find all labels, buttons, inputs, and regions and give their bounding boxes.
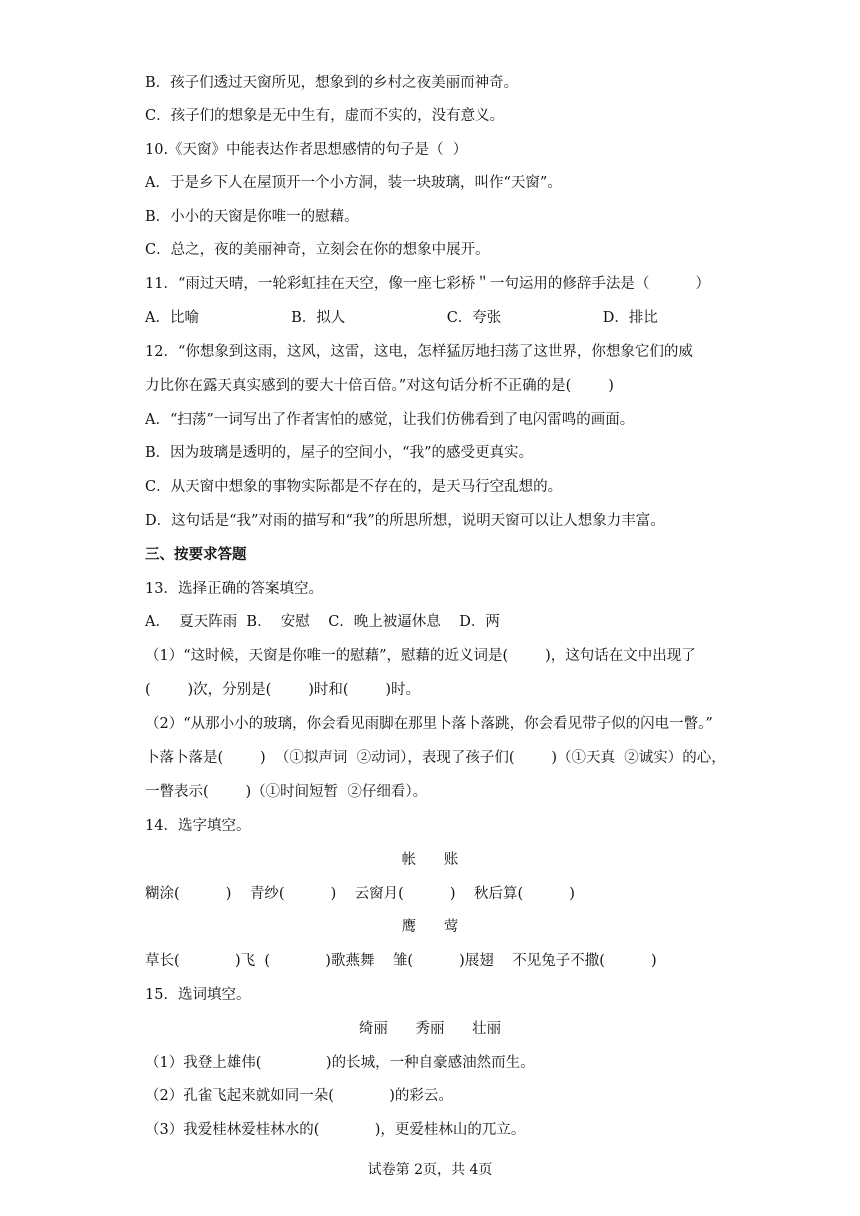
question-12-cont: 力比你在露天真实感到的要大十倍百倍。”对这句话分析不正确的是( )	[145, 378, 614, 394]
page-footer: 试卷第 2页，共 4页	[367, 1162, 493, 1178]
question-13: 13．选择正确的答案填空。	[145, 581, 323, 597]
option-line: A．“扫荡”一词写出了作者害怕的感觉，让我们仿佛看到了电闪雷鸣的画面。	[145, 412, 635, 428]
question-12: 12．“你想象到这雨，这风，这雷，这电，怎样猛厉地扫荡了这世界，你想象它们的威	[145, 344, 693, 360]
subquestion-line: 卜落卜落是( ) （①拟声词 ②动词），表现了孩子们( )（①天真 ②诚实）的心，	[145, 750, 726, 766]
subquestion-line: （2）“从那小小的玻璃，你会看见雨脚在那里卜落卜落跳，你会看见带子似的闪电一瞥。”	[145, 716, 713, 732]
option-line: C．总之，夜的美丽神奇，立刻会在你的想象中展开。	[145, 242, 490, 258]
subquestion-line: 一瞥表示( )（①时间短暂 ②仔细看）。	[145, 784, 428, 800]
option-line: A．比喻 B．拟人 C．夸张 D．排比	[145, 310, 658, 326]
question-14: 14．选字填空。	[145, 818, 251, 834]
question-11: 11．“雨过天晴，一轮彩虹挂在天空，像一座七彩桥＂一句运用的修辞手法是（ ）	[145, 276, 710, 292]
option-line: A． 夏天阵雨 B． 安慰 C．晚上被逼休息 D．两	[145, 614, 500, 630]
word-choices: 鹰 莺	[401, 919, 459, 935]
option-line: B．孩子们透过天窗所见，想象到的乡村之夜美丽而神奇。	[145, 75, 519, 91]
option-line: C．从天窗中想象的事物实际都是不存在的，是天马行空乱想的。	[145, 479, 563, 495]
subquestion-line: ( )次，分别是( )时和( )时。	[145, 682, 421, 698]
fill-line: 草长( )飞 ( )歌燕舞 雏( )展翅 不见兔子不撒( )	[145, 953, 657, 969]
subquestion-line: （3）我爱桂林爱桂林水的( )，更爱桂林山的兀立。	[145, 1122, 526, 1138]
section-heading: 三、按要求答题	[145, 546, 247, 563]
word-choices: 绮丽 秀丽 壮丽	[358, 1021, 502, 1037]
subquestion-line: （2）孔雀飞起来就如同一朵( )的彩云。	[145, 1088, 453, 1104]
question-10: 10.《天窗》中能表达作者思想感情的句子是（ ）	[145, 142, 468, 158]
option-line: C．孩子们的想象是无中生有，虚而不实的，没有意义。	[145, 108, 505, 124]
word-choices: 帐 账	[401, 852, 459, 868]
option-line: A．于是乡下人在屋顶开一个小方洞，装一块玻璃，叫作“天窗”。	[145, 175, 562, 191]
subquestion-line: （1）我登上雄伟( )的长城，一种自豪感油然而生。	[145, 1055, 535, 1071]
question-15: 15．选词填空。	[145, 987, 251, 1003]
option-line: B．因为玻璃是透明的，屋子的空间小，“我”的感受更真实。	[145, 445, 533, 461]
subquestion-line: （1）“这时候，天窗是你唯一的慰藉”，慰藉的近义词是( )，这句话在文中出现了	[145, 648, 696, 664]
option-line: D．这句话是“我”对雨的描写和“我”的所思所想，说明天窗可以让人想象力丰富。	[145, 513, 665, 529]
option-line: B．小小的天窗是你唯一的慰藉。	[145, 209, 359, 225]
fill-line: 糊涂( ) 青纱( ) 云窗月( ) 秋后算( )	[145, 886, 575, 902]
